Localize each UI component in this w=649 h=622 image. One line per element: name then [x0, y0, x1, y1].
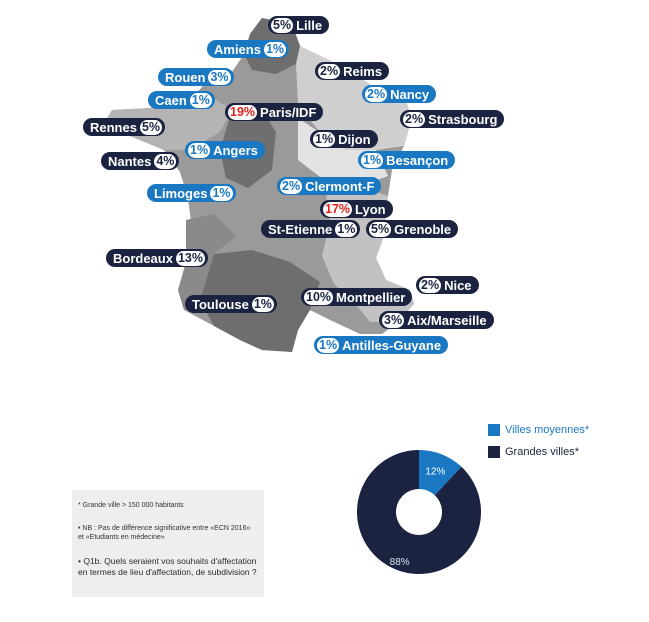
city-pct: 1%: [212, 185, 231, 200]
city-pct: 3%: [384, 312, 403, 327]
city-name: Antilles-Guyane: [342, 337, 442, 353]
city-label-clermont: [277, 177, 381, 195]
note-nb: • NB : Pas de différence significative entre «ECN 2016» et «Etudiants en médecine»: [78, 525, 251, 541]
donut-value-label-0: 12%: [425, 466, 446, 478]
city-label-nantes: [101, 152, 179, 170]
city-label-paris: [225, 103, 323, 121]
city-pct: 1%: [315, 131, 334, 146]
city-pct: 2%: [421, 277, 440, 292]
city-name: St-Etienne: [268, 221, 333, 237]
note-question: • Q1b. Quels seraient vos souhaits d'affectation en termes de lieu d'affectation, de subdivision ?: [78, 556, 257, 577]
city-pct: 19%: [230, 104, 256, 119]
city-label-strasbourg: [400, 110, 504, 128]
city-name: Nice: [444, 277, 472, 293]
city-pct: 5%: [141, 119, 161, 134]
city-pct: 2%: [320, 63, 339, 78]
city-label-caen: [148, 91, 215, 109]
city-pct: 2%: [405, 111, 424, 126]
city-pct: 1%: [337, 221, 356, 236]
city-name: Reims: [343, 63, 383, 79]
note-grande-ville: * Grande ville > 150 000 habitants: [78, 502, 184, 509]
city-label-reims: [315, 62, 389, 80]
city-label-amiens: [207, 40, 289, 58]
donut-chart: [356, 414, 486, 614]
city-label-bordeaux: [106, 249, 208, 267]
city-label-aix: [379, 311, 494, 329]
city-label-antilles: [314, 336, 448, 354]
city-pct: 1%: [363, 152, 382, 167]
city-name: Lille: [296, 17, 323, 33]
legend-label: Villes moyennes*: [505, 424, 590, 436]
city-name: Montpellier: [336, 289, 406, 305]
city-pct: 1%: [191, 92, 210, 107]
city-pct: 5%: [371, 221, 390, 236]
city-pct: 1%: [253, 296, 272, 311]
legend-swatch: [488, 424, 500, 436]
donut-value-label-1: 88%: [389, 556, 410, 568]
city-pct: 13%: [177, 250, 203, 265]
city-pct: 10%: [306, 289, 332, 304]
city-label-rouen: [158, 68, 234, 86]
city-name: Angers: [213, 142, 258, 158]
city-label-stetienne: [261, 220, 360, 238]
city-pct: 4%: [156, 153, 175, 168]
city-name: Besançon: [386, 152, 449, 168]
city-name: Amiens: [214, 41, 261, 57]
legend-item-1: [488, 446, 579, 458]
city-name: Nancy: [390, 86, 430, 102]
legend-swatch: [488, 446, 500, 458]
city-pct: 3%: [210, 69, 229, 84]
city-name: Strasbourg: [428, 111, 498, 127]
city-label-besancon: [358, 151, 455, 169]
city-label-dijon: [310, 130, 378, 148]
city-name: Limoges: [154, 185, 208, 201]
city-name: Lyon: [355, 201, 386, 217]
city-pct: 1%: [319, 337, 338, 352]
city-pct: 2%: [282, 178, 301, 193]
city-label-nancy: [362, 85, 436, 103]
city-pct: 2%: [367, 86, 386, 101]
city-pct: 5%: [273, 17, 292, 32]
city-label-angers: [185, 141, 265, 159]
city-name: Caen: [155, 92, 187, 108]
city-name: Clermont-F: [305, 178, 375, 194]
city-label-limoges: [147, 184, 236, 202]
city-pct: 17%: [325, 201, 351, 216]
city-name: Grenoble: [394, 221, 452, 237]
city-name: Aix/Marseille: [407, 312, 487, 328]
city-label-toulouse: [185, 295, 277, 313]
city-label-grenoble: [366, 220, 458, 238]
city-name: Dijon: [338, 131, 371, 147]
city-label-lille: [268, 16, 329, 34]
city-name: Nantes: [108, 153, 152, 169]
city-pct: 1%: [190, 142, 209, 157]
city-name: Rouen: [165, 69, 206, 85]
donut-slice-1: [357, 450, 481, 574]
city-label-rennes: [83, 118, 165, 136]
city-label-lyon: [320, 200, 393, 218]
legend-label: Grandes villes*: [505, 446, 579, 458]
city-name: Toulouse: [192, 296, 249, 312]
city-label-nice: [416, 276, 479, 294]
city-name: Bordeaux: [113, 250, 173, 266]
legend-item-0: [488, 424, 589, 436]
city-pct: 1%: [265, 41, 285, 56]
city-label-montpellier: [301, 288, 412, 306]
notes-box: [72, 490, 264, 597]
city-name: Paris/IDF: [260, 104, 317, 120]
city-name: Rennes: [90, 119, 137, 135]
